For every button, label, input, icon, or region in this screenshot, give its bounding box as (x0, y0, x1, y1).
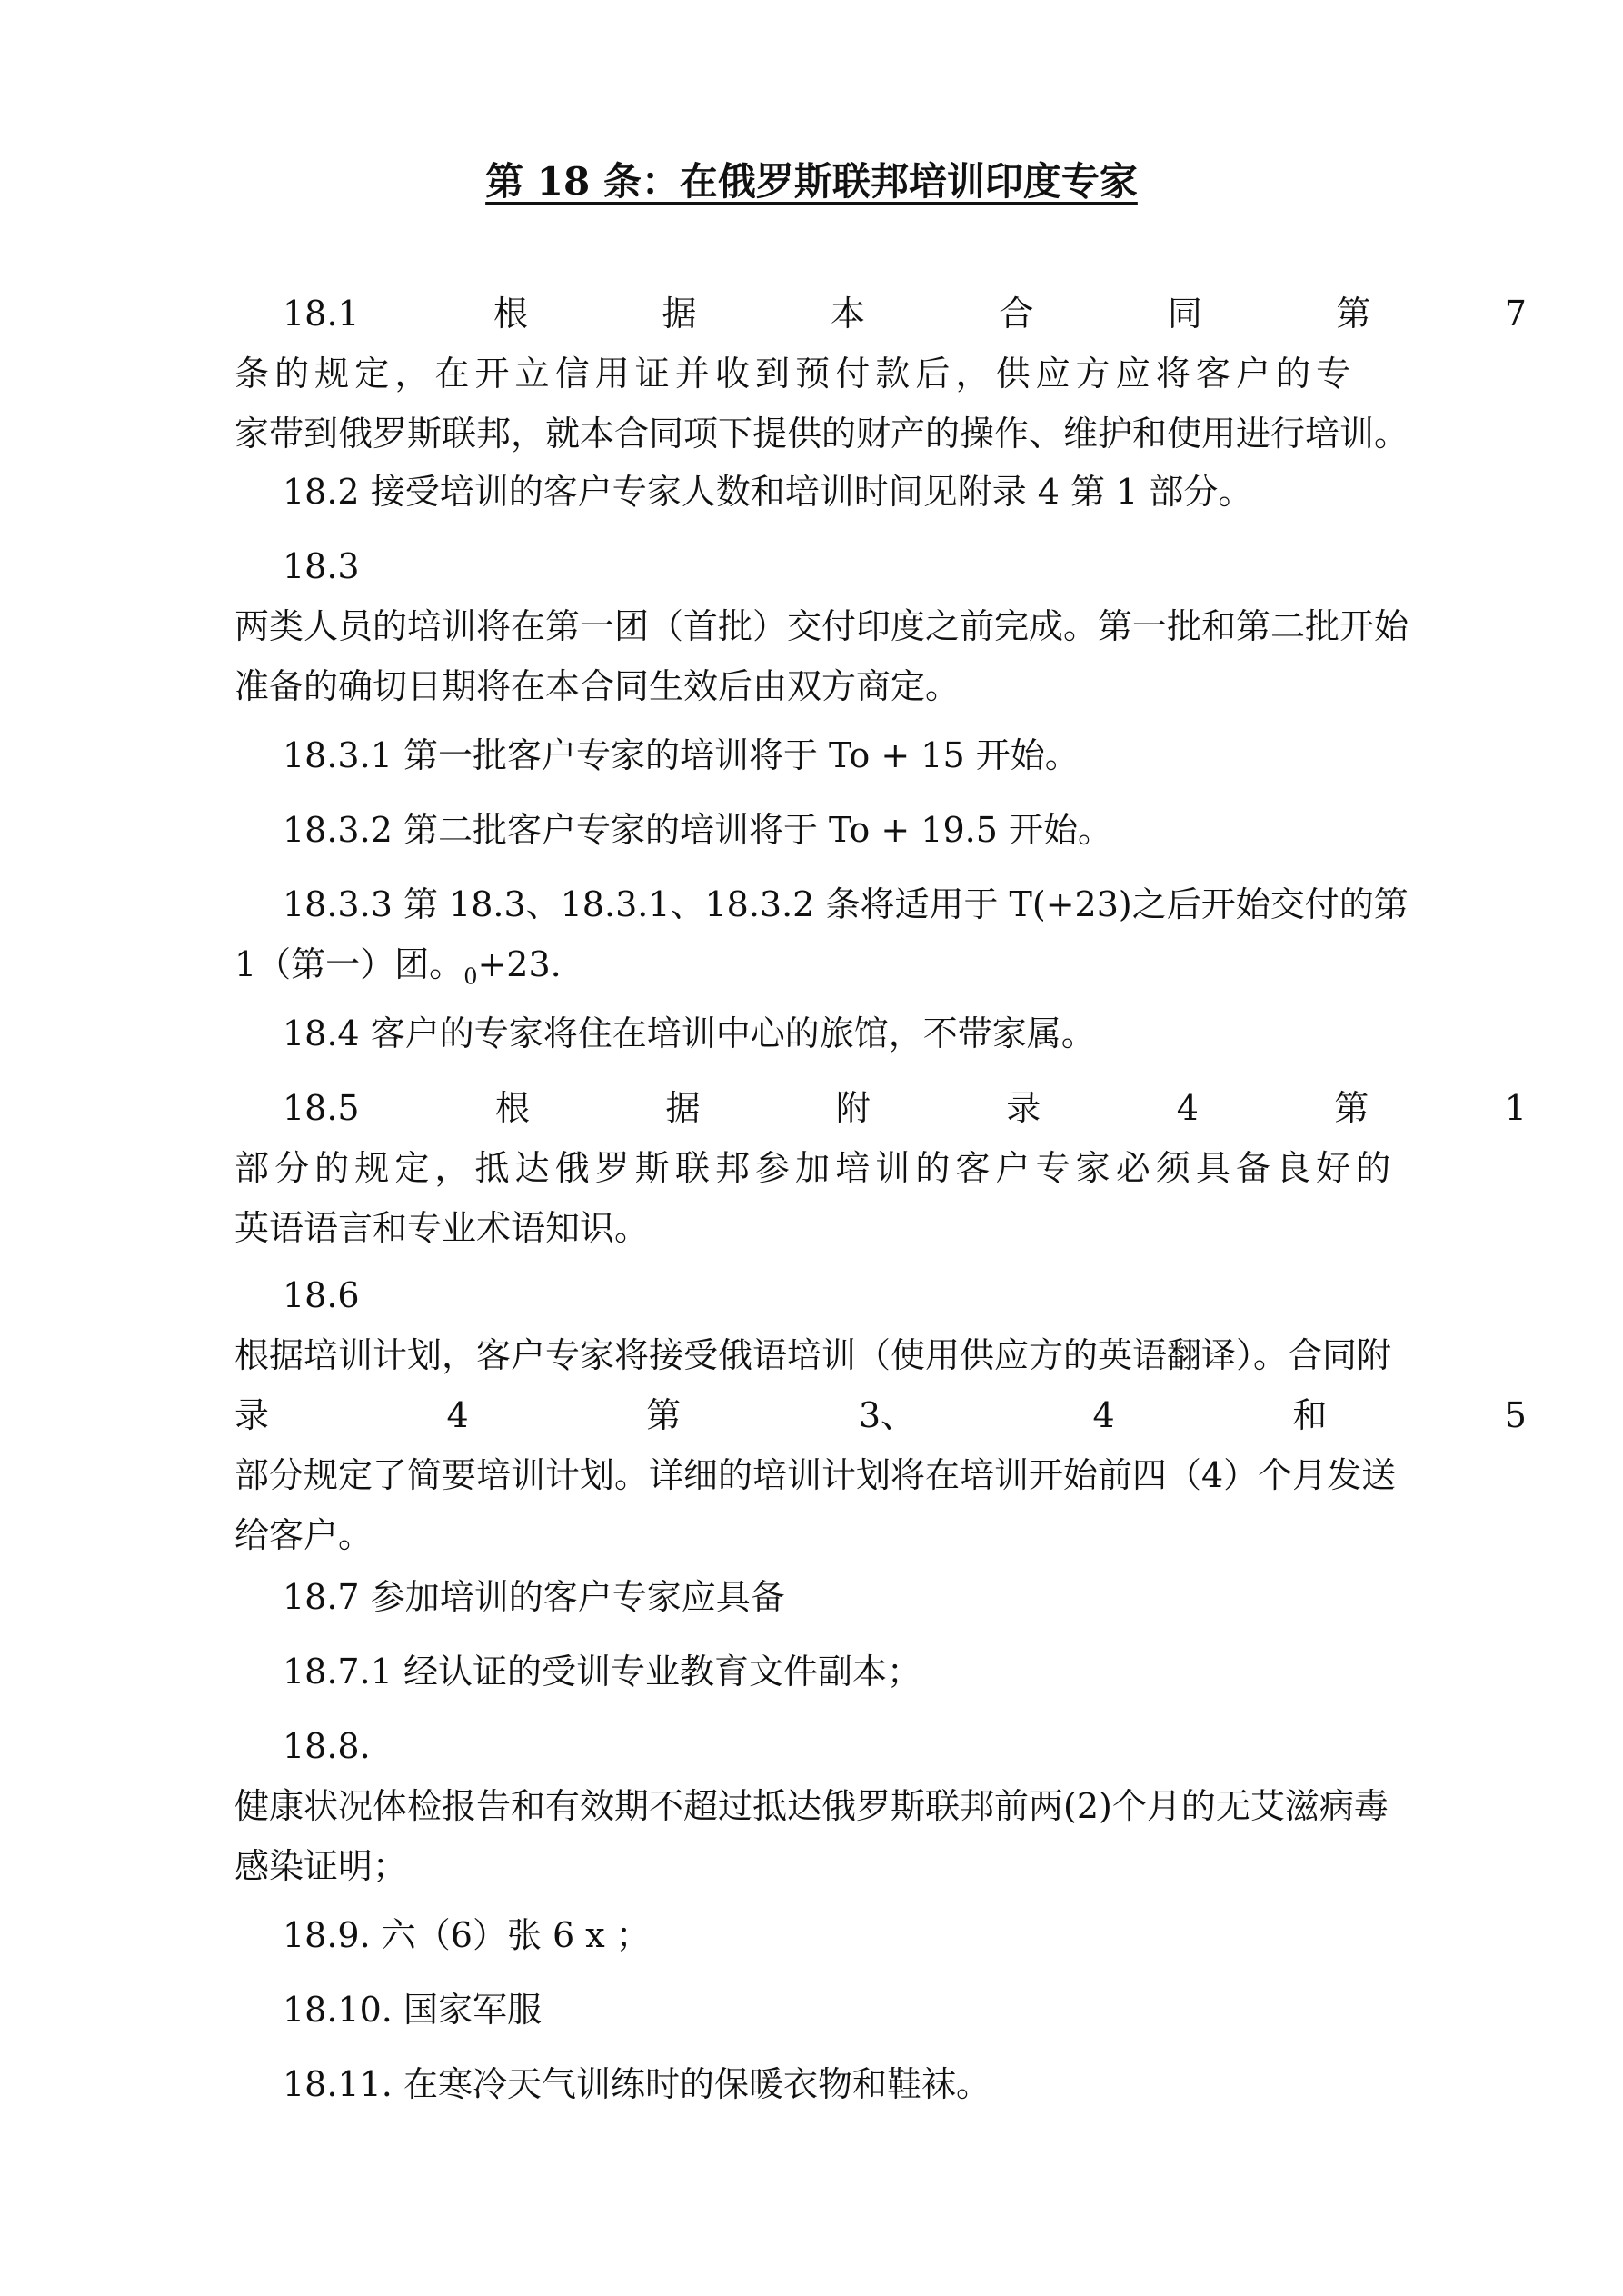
clause-18-4: 18.4 客户的专家将住在培训中心的旅馆，不带家属。 (283, 1013, 1096, 1053)
clause-18-11: 18.11. 在寒冷天气训练时的保暖衣物和鞋袜。 (283, 2064, 991, 2104)
clause-18-3-3-line-1: 18.3.3 第 18.3、18.3.1、18.3.2 条将适用于 T(+23)之后开始交付的第 (283, 884, 1409, 924)
clause-18-10: 18.10. 国家军服 (283, 1990, 542, 2030)
clause-18-6 (234, 1265, 1527, 1565)
clause-18-3 (234, 536, 1527, 716)
clause-18-1-line-2: 条的规定，在开立信用证并收到预付款后，供应方应将客户的专 (234, 354, 1357, 394)
clause-18-1-line-1: 18.1 根 据 本 合 同 第 7 (283, 294, 1527, 334)
clause-18-8-line-3: 感染证明； (234, 1846, 408, 1886)
clause-18-6-number: 18.6 (283, 1275, 360, 1315)
clause-18-2: 18.2 接受培训的客户专家人数和培训时间见附录 4 第 1 部分。 (283, 472, 1253, 512)
clause-18-7-1: 18.7.1 经认证的受训专业教育文件副本； (283, 1652, 921, 1692)
clause-18-9: 18.9. 六（6）张 6 x ； (283, 1915, 651, 1955)
clause-18-6-line-3: 录 4 第 3、 4 和 5 (234, 1395, 1527, 1435)
clause-18-8-line-2: 健康状况体检报告和有效期不超过抵达俄罗斯联邦前两(2)个月的无艾滋病毒 (234, 1786, 1389, 1826)
clause-18-3-1: 18.3.1 第一批客户专家的培训将于 To + 15 开始。 (283, 735, 1080, 775)
clause-18-6-line-4: 部分规定了简要培训计划。详细的培训计划将在培训开始前四（4）个月发送 (234, 1455, 1397, 1495)
clause-18-8 (234, 1716, 1527, 1896)
clause-18-3-3-line-2: 1（第一）团。$_0$+23. (234, 944, 562, 990)
article-title (0, 155, 1623, 209)
article-title-text: 第 18 条：在俄罗斯联邦培训印度专家 (485, 159, 1138, 204)
clause-18-3-line-3: 准备的确切日期将在本合同生效后由双方商定。 (234, 666, 961, 706)
clause-18-7: 18.7 参加培训的客户专家应具备 (283, 1577, 785, 1617)
clause-18-3-number: 18.3 (283, 546, 360, 586)
clause-18-3-3 (234, 874, 1527, 994)
clause-18-5-line-1: 18.5 根 据 附 录 4 第 1 (283, 1088, 1527, 1128)
clause-18-6-line-2: 根据培训计划，客户专家将接受俄语培训（使用供应方的英语翻译）。合同附 (234, 1335, 1392, 1375)
clause-18-6-line-5: 给客户。 (234, 1515, 373, 1555)
clause-18-1-line-3: 家带到俄罗斯联邦，就本合同项下提供的财产的操作、维护和使用进行培训。 (234, 414, 1409, 454)
clause-18-5-line-3: 英语语言和专业术语知识。 (234, 1208, 650, 1248)
clause-18-5 (234, 1078, 1527, 1258)
clause-18-3-2: 18.3.2 第二批客户专家的培训将于 To + 19.5 开始。 (283, 810, 1112, 850)
clause-18-1 (234, 284, 1527, 464)
clause-18-5-line-2: 部分的规定，抵达俄罗斯联邦参加培训的客户专家必须具备良好的 (234, 1148, 1397, 1188)
clause-18-8-number: 18.8. (283, 1726, 371, 1766)
clause-18-3-line-2: 两类人员的培训将在第一团（首批）交付印度之前完成。第一批和第二批开始 (234, 606, 1409, 646)
